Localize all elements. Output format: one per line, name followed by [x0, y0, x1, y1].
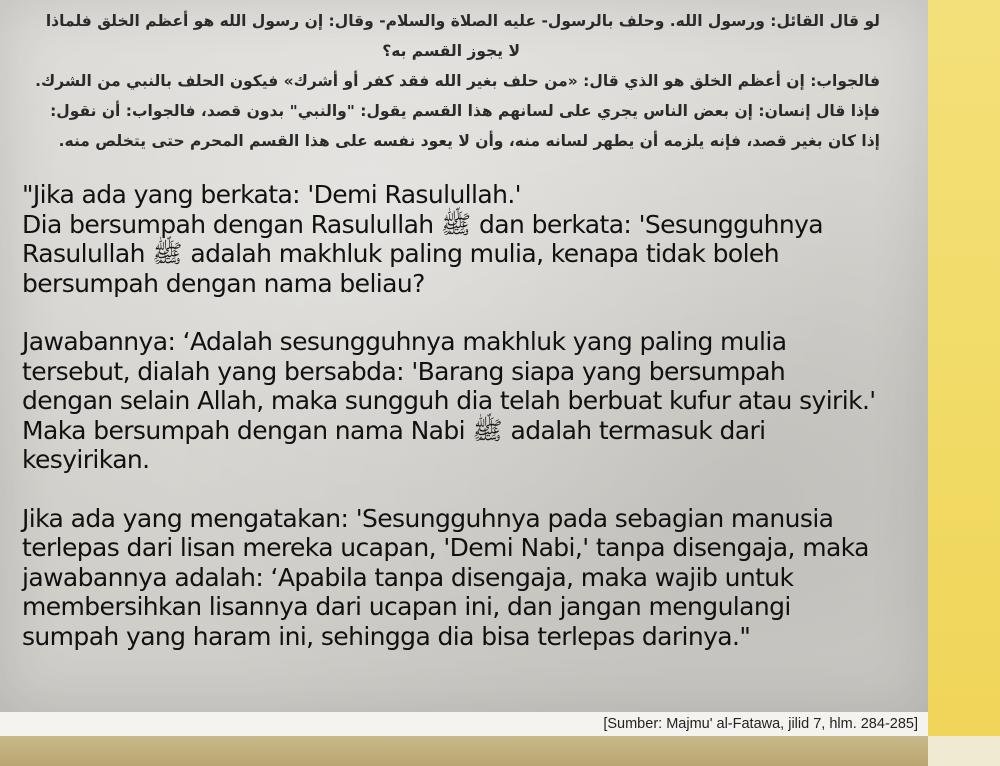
text-line: Rasulullah ﷺ adalah makhluk paling mulia, kenapa tidak boleh	[22, 239, 779, 268]
arabic-line: فالجواب: إن أعظم الخلق هو الذي قال: «من حلف بغير الله فقد كفر أو أشرك» فيكون الحلف بالنبي من الشرك.	[35, 72, 880, 90]
translation-paragraph-2	[22, 327, 922, 475]
text-line: bersumpah dengan nama beliau?	[22, 268, 425, 298]
source-citation: [Sumber: Majmu' al-Fatawa, jilid 7, hlm. 284-285]	[603, 716, 918, 732]
yellow-side-strip	[928, 0, 1000, 766]
arabic-line: لو قال القائل: ورسول الله. وحلف بالرسول- عليه الصلاة والسلام- وقال: إن رسول الله هو أعظم الخلق فلماذا	[45, 12, 880, 30]
arabic-line: إذا كان بغير قصد، فإنه يلزمه أن يطهر لسانه منه، وأن لا يعود نفسه على هذا القسم المحرم حتى يتخلص منه.	[58, 132, 880, 150]
text-line: "Jika ada yang berkata: 'Demi Rasulullah.'	[22, 180, 521, 209]
text-line: Jawabannya: ‘Adalah sesungguhnya makhluk yang paling mulia	[22, 327, 787, 356]
text-line: Maka bersumpah dengan nama Nabi ﷺ adalah termasuk dari	[22, 415, 766, 445]
text-line: Jika ada yang mengatakan: 'Sesungguhnya pada sebagian manusia	[22, 503, 834, 533]
translation-paragraph-1	[22, 180, 922, 298]
text-line: membersihkan lisannya dari ucapan ini, dan jangan mengulangi	[22, 592, 791, 621]
arabic-line: لا يجوز القسم به؟	[382, 42, 520, 60]
text-line: kesyirikan.	[22, 445, 150, 474]
text-line: jawabannya adalah: ‘Apabila tanpa disengaja, maka wajib untuk	[22, 562, 794, 592]
translation-paragraph-3	[22, 504, 922, 652]
bottom-right-corner	[928, 736, 1000, 766]
text-line: sumpah yang haram ini, sehingga dia bisa terlepas darinya."	[22, 621, 751, 651]
bottom-band	[0, 736, 928, 766]
text-line: terlepas dari lisan mereka ucapan, 'Demi Nabi,' tanpa disengaja, maka	[22, 533, 869, 562]
text-line: tersebut, dialah yang bersabda: 'Barang siapa yang bersumpah	[22, 356, 786, 386]
text-line: Dia bersumpah dengan Rasulullah ﷺ dan berkata: 'Sesungguhnya	[22, 209, 824, 239]
source-bar	[0, 712, 928, 736]
arabic-text-block	[35, 6, 880, 156]
translation-text-block	[22, 180, 922, 680]
arabic-line: فإذا قال إنسان: إن بعض الناس يجري على لسانهم هذا القسم يقول: "والنبي" بدون قصد، فالجواب: أن نقول:	[50, 102, 880, 120]
text-line: dengan selain Allah, maka sungguh dia telah berbuat kufur atau syirik.'	[22, 386, 876, 415]
